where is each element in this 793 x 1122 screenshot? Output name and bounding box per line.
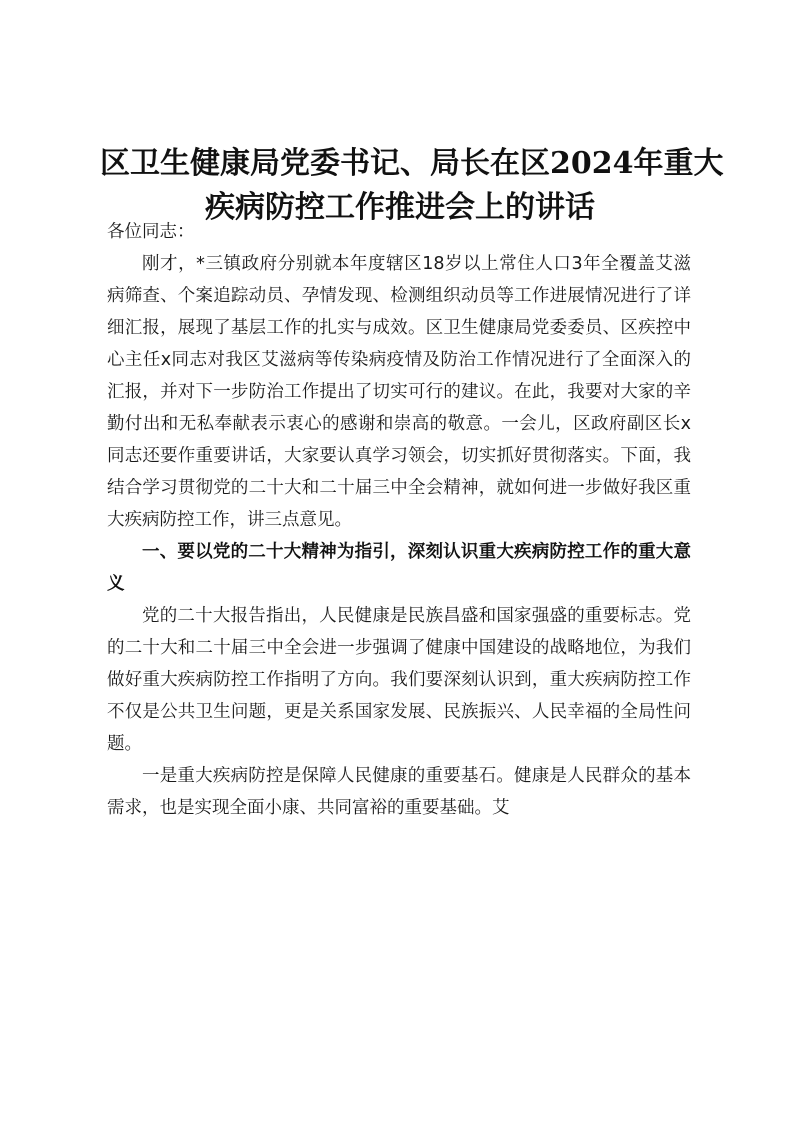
body-paragraph: 刚才，*三镇政府分别就本年度辖区18岁以上常住人口3年全覆盖艾滋病筛查、个案追踪动员、孕情发现、检测组织动员等工作进展情况进行了详细汇报，展现了基层工作的扎实与成效。区卫生健康局党委委员、区疾控中心主任x同志对我区艾滋病等传染病疫情及防治工作情况进行了全面深入的汇报，并对下一步防治工作提出了切实可行的建议。在此，我要对大家的辛勤付出和无私奉献表示衷心的感谢和崇高的敬意。一会儿，区政府副区长x同志还要作重要讲话，大家要认真学习领会，切实抓好贯彻落实。下面，我结合学习贯彻党的二十大和二十届三中全会精神，就如何进一步做好我区重大疾病防控工作，讲三点意见。 <box>107 254 691 530</box>
body-paragraph: 党的二十大报告指出，人民健康是民族昌盛和国家强盛的重要标志。党的二十大和二十届三中全会进一步强调了健康中国建设的战略地位，为我们做好重大疾病防控工作指明了方向。我们要深刻认识到，重大疾病防控工作不仅是公共卫生问题，更是关系国家发展、民族振兴、人民幸福的全局性问题。 <box>107 606 691 754</box>
section-heading: 一、要以党的二十大精神为指引，深刻认识重大疾病防控工作的重大意义 <box>107 542 691 594</box>
document-body <box>107 216 691 824</box>
body-paragraph: 一是重大疾病防控是保障人民健康的重要基石。健康是人民群众的基本需求，也是实现全面小康、共同富裕的重要基础。艾 <box>107 766 691 818</box>
title-line-2: 疾病防控工作推进会上的讲话 <box>205 190 595 225</box>
title-line-1: 区卫生健康局党委书记、局长在区2024年重大 <box>100 146 724 181</box>
salutation: 各位同志： <box>107 222 195 242</box>
